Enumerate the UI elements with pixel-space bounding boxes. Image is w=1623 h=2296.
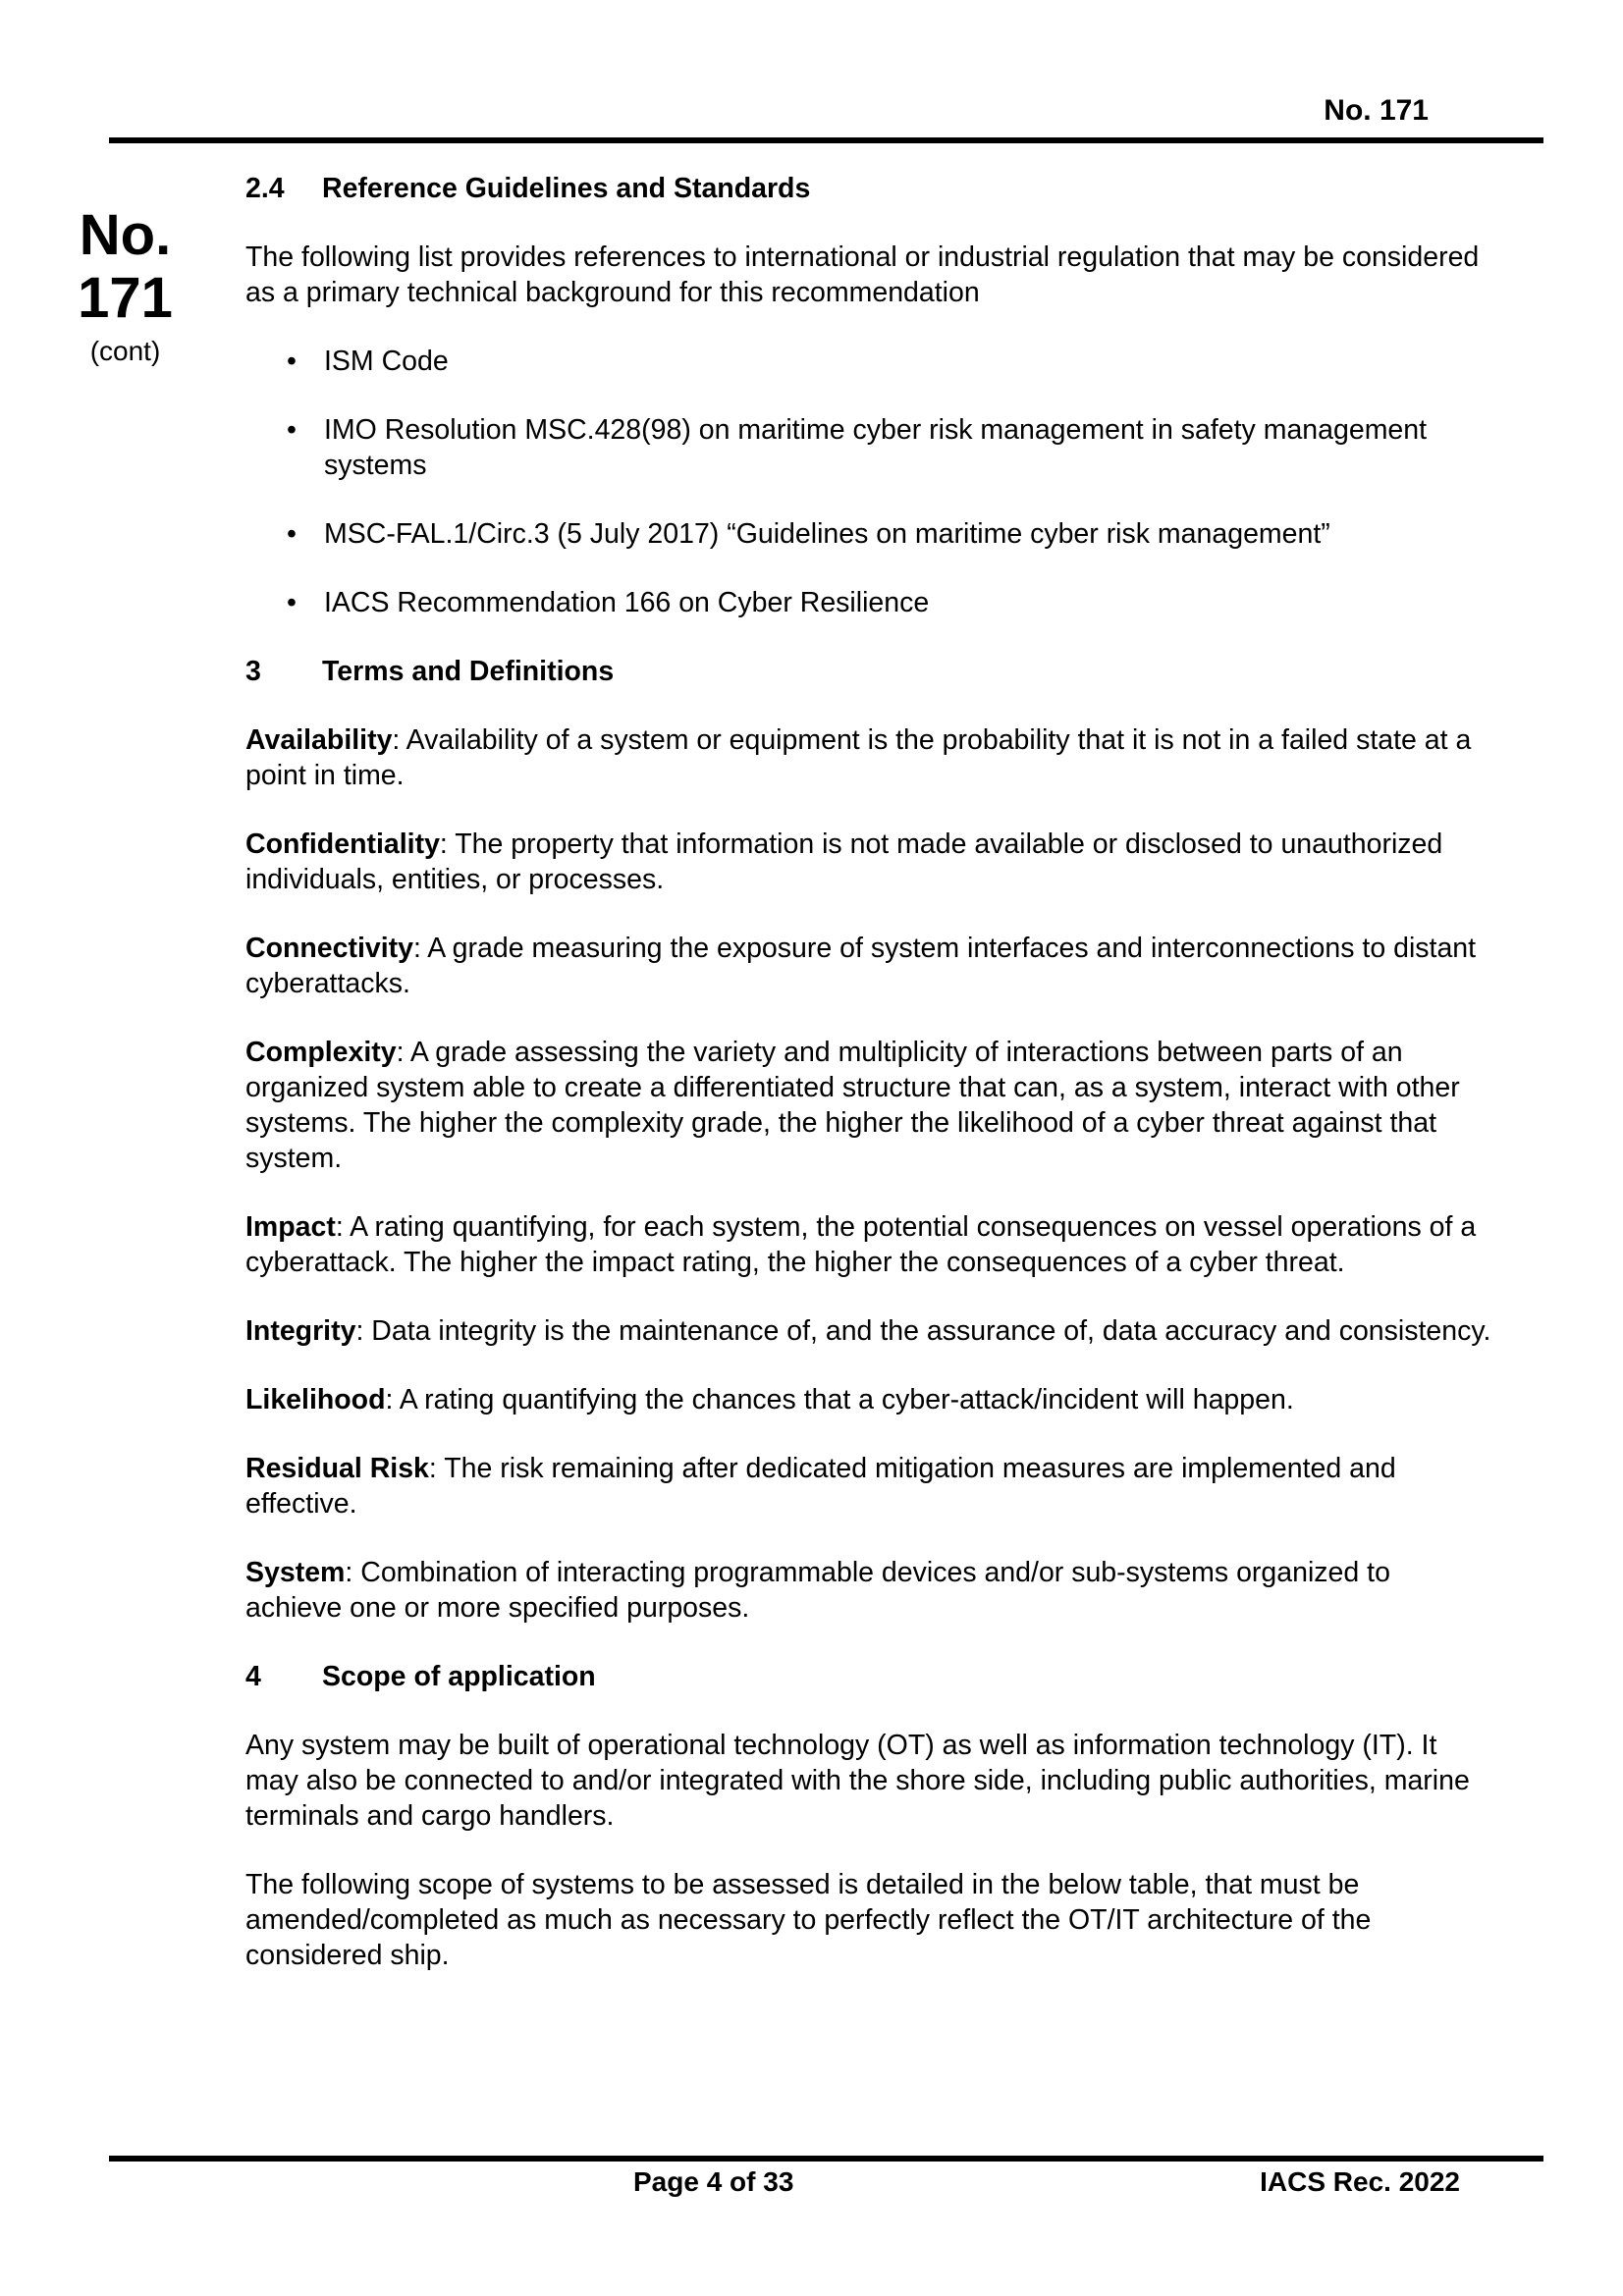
definition-term: Confidentiality: [245, 828, 440, 860]
definition-text: : Combination of interacting programmable devices and/or sub-systems organized to achieve one or more specified purposes.: [245, 1557, 1390, 1624]
definition-system: [245, 1555, 1492, 1626]
definition-complexity: [245, 1035, 1492, 1176]
section-4-paragraph: Any system may be built of operational technology (OT) as well as information technology (IT). It may also be connected to and/or integrated with the shore side, including public authorities, marine terminals and cargo handlers.: [245, 1730, 1470, 1832]
sidebar-no-label: No.: [79, 203, 172, 267]
section-title: Scope of application: [322, 1661, 596, 1692]
bullet-icon: •: [287, 518, 297, 550]
definition-term: Impact: [245, 1211, 336, 1243]
list-item: [245, 585, 1492, 620]
bullet-icon: •: [287, 414, 297, 446]
section-4-heading: [245, 1659, 1492, 1694]
section-number: 3: [245, 656, 261, 687]
definition-term: Residual Risk: [245, 1453, 429, 1484]
definition-residual-risk: [245, 1451, 1492, 1522]
section-title: Reference Guidelines and Standards: [322, 173, 811, 204]
header-doc-number: No. 171: [1324, 94, 1429, 127]
bullet-icon: •: [287, 587, 297, 618]
definition-term: Integrity: [245, 1315, 356, 1347]
section-2-4-heading: [245, 171, 1492, 206]
definition-connectivity: [245, 931, 1492, 1001]
section-number: 4: [245, 1661, 261, 1692]
list-item-text: IMO Resolution MSC.428(98) on maritime cyber risk management in safety management systems: [324, 414, 1428, 481]
footer-rule: [109, 2156, 1543, 2162]
section-number: 2.4: [245, 173, 285, 204]
footer-page-number: Page 4 of 33: [633, 2166, 794, 2197]
definition-term: Availability: [245, 724, 393, 756]
sidebar-cont: (cont): [89, 336, 161, 366]
footer-recommendation: IACS Rec. 2022: [1260, 2166, 1460, 2197]
section-4-paragraph: The following scope of systems to be assessed is detailed in the below table, that must be amended/completed as much as necessary to perfectly reflect the OT/IT architecture of the considered ship.: [245, 1869, 1372, 1971]
definition-term: Connectivity: [245, 933, 414, 964]
list-item: [245, 516, 1492, 552]
section-title: Terms and Definitions: [322, 656, 615, 687]
section-2-4-intro: The following list provides references to international or industrial regulation that may be considered as a primary technical background for this recommendation: [245, 241, 1480, 308]
definition-availability: [245, 722, 1492, 793]
definition-impact: [245, 1209, 1492, 1280]
definition-term: Likelihood: [245, 1384, 386, 1415]
header-rule: [109, 137, 1543, 143]
definition-term: Complexity: [245, 1037, 397, 1068]
bullet-icon: •: [287, 346, 297, 377]
sidebar-no-number: 171: [78, 266, 173, 330]
definition-text: : A rating quantifying, for each system, the potential consequences on vessel operations of a cyberattack. The higher the impact rating, the higher the consequences of a cyber threat.: [245, 1211, 1477, 1278]
reference-list: [245, 344, 1492, 620]
list-item: [245, 412, 1492, 483]
definition-likelihood: [245, 1382, 1492, 1417]
section-3-heading: [245, 654, 1492, 689]
list-item-text: ISM Code: [324, 346, 449, 377]
definition-text: : The risk remaining after dedicated mitigation measures are implemented and effective.: [245, 1453, 1396, 1520]
list-item: [245, 344, 1492, 379]
definition-confidentiality: [245, 827, 1492, 897]
main-content: [245, 171, 1492, 2006]
definition-term: System: [245, 1557, 346, 1588]
list-item-text: IACS Recommendation 166 on Cyber Resilience: [324, 587, 930, 618]
definition-text: : The property that information is not made available or disclosed to unauthorized individuals, entities, or processes.: [245, 828, 1443, 895]
list-item-text: MSC-FAL.1/Circ.3 (5 July 2017) “Guidelines on maritime cyber risk management”: [324, 518, 1330, 550]
definition-text: : Data integrity is the maintenance of, and the assurance of, data accuracy and consistency.: [355, 1315, 1491, 1347]
sidebar-doc-number: [59, 204, 191, 330]
definition-integrity: [245, 1313, 1492, 1349]
definition-text: : A grade measuring the exposure of system interfaces and interconnections to distant cyberattacks.: [245, 933, 1477, 999]
definition-text: : A grade assessing the variety and multiplicity of interactions between parts of an organized system able to create a differentiated structure that can, as a system, interact with other systems. The higher the complexity grade, the higher the likelihood of a cyber threat against that system.: [245, 1037, 1460, 1174]
definition-text: : A rating quantifying the chances that a cyber-attack/incident will happen.: [385, 1384, 1294, 1415]
definition-text: : Availability of a system or equipment is the probability that it is not in a failed state at a point in time.: [245, 724, 1472, 791]
